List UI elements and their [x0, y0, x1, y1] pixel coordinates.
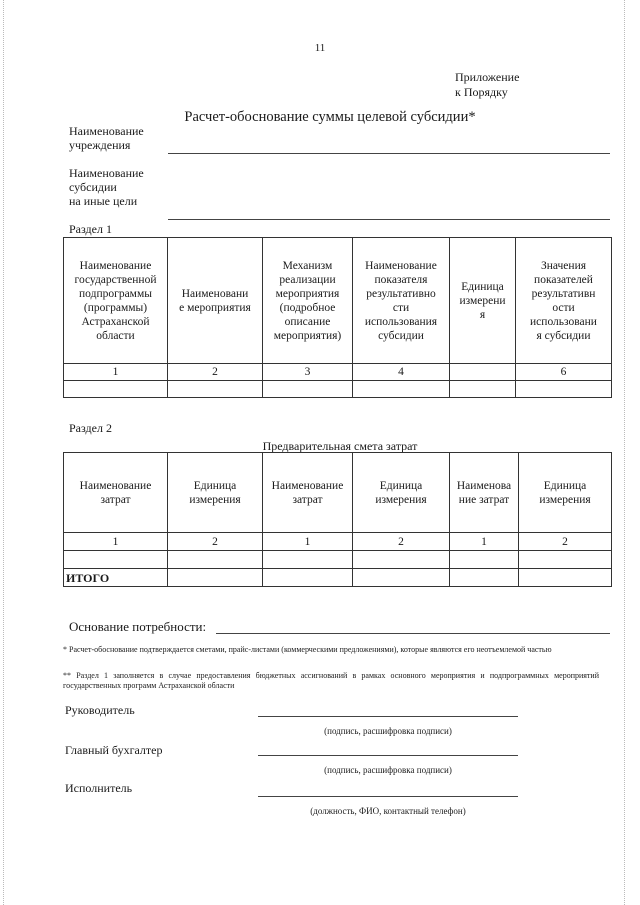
page-number: 11	[314, 42, 326, 54]
section1-label: Раздел 1	[69, 222, 112, 236]
s1-h4-l3: результативно	[366, 287, 436, 300]
s2-cell[interactable]	[263, 551, 353, 569]
s2-header-costs-3	[450, 453, 519, 533]
s2-header-unit-2	[353, 453, 450, 533]
head-signature-line[interactable]	[258, 716, 518, 717]
s1-h1-l4: (программы)	[83, 301, 148, 314]
s1-h3-l2: реализации	[279, 273, 336, 286]
s1-h6-l4: ости	[552, 301, 575, 314]
s1-cell[interactable]	[516, 381, 612, 398]
scan-edge-left	[3, 0, 4, 905]
subsidy-label-line-3: на иные цели	[69, 194, 138, 208]
s2-total-cell[interactable]	[168, 569, 263, 587]
s2-total-cell[interactable]	[263, 569, 353, 587]
s1-h5-l3: я	[479, 308, 486, 321]
s1-header-event	[168, 238, 263, 364]
total-label: ИТОГО	[64, 569, 168, 587]
subsidy-label-line-2: субсидии	[69, 180, 117, 194]
s1-h4-l2: показателя	[374, 273, 428, 286]
executor-signature-line[interactable]	[258, 796, 518, 797]
subsidy-field-line[interactable]	[168, 219, 610, 220]
s1-h6-l2: показателей	[534, 273, 593, 286]
s1-h6-l1: Значения	[540, 259, 587, 272]
s2-header-unit-3	[519, 453, 612, 533]
section2-header-row	[64, 453, 612, 533]
institution-label-line-1: Наименование	[69, 124, 144, 138]
section2-table	[63, 452, 612, 587]
s1-num-4: 4	[353, 364, 450, 381]
s1-h3-l5: описание	[284, 315, 331, 328]
chief-accountant-signature-caption: (подпись, расшифровка подписи)	[324, 765, 452, 775]
section2-empty-row	[64, 551, 612, 569]
section2-number-row	[64, 533, 612, 551]
s2-header-costs-2	[263, 453, 353, 533]
executor-label: Исполнитель	[65, 781, 133, 795]
section1-header-row	[64, 238, 612, 364]
s2-h3-l1: Наименование	[271, 479, 344, 492]
s1-h4-l1: Наименование	[365, 259, 437, 272]
s1-header-values	[516, 238, 612, 364]
s2-h2-l1: Единица	[193, 479, 237, 492]
s2-total-cell[interactable]	[353, 569, 450, 587]
s2-cell[interactable]	[450, 551, 519, 569]
s2-h2-l2: измерения	[189, 493, 241, 506]
s1-h4-l4: сти	[392, 301, 410, 314]
s2-total-cell[interactable]	[519, 569, 612, 587]
head-label: Руководитель	[65, 703, 135, 717]
s1-cell[interactable]	[168, 381, 263, 398]
s2-h6-l1: Единица	[543, 479, 587, 492]
s1-header-mechanism	[263, 238, 353, 364]
s1-h4-l5: использования	[364, 315, 438, 328]
s2-h4-l2: измерения	[375, 493, 427, 506]
appendix-note	[455, 70, 535, 100]
s2-num-1: 1	[64, 533, 168, 551]
s2-num-3: 1	[263, 533, 353, 551]
s2-cell[interactable]	[168, 551, 263, 569]
basis-label: Основание потребности:	[69, 619, 207, 634]
subsidy-label	[69, 166, 169, 208]
s1-header-program	[64, 238, 168, 364]
s1-cell[interactable]	[263, 381, 353, 398]
head-signature-caption: (подпись, расшифровка подписи)	[324, 726, 452, 736]
footnote-1: * Расчет-обоснование подтверждается сметами, прайс-листами (коммерческими предложениями), которые являются его неотъемлемой частью	[63, 645, 552, 654]
appendix-line-1: Приложение	[455, 70, 520, 84]
section1-empty-row	[64, 381, 612, 398]
s2-num-5: 1	[450, 533, 519, 551]
s1-h3-l3: мероприятия	[275, 287, 340, 300]
footnote-2: ** Раздел 1 заполняется в случае предоставления бюджетных ассигнований в рамках основного мероприятия и подпрограммных мероприятий государственных программ Астраханской области	[63, 671, 599, 690]
s1-h5-l2: измерени	[459, 294, 506, 307]
s2-header-costs-1	[64, 453, 168, 533]
s2-cell[interactable]	[64, 551, 168, 569]
s1-cell[interactable]	[450, 381, 516, 398]
s1-h1-l5: Астраханской	[81, 315, 150, 328]
s2-cell[interactable]	[353, 551, 450, 569]
s1-num-3: 3	[263, 364, 353, 381]
s1-num-2: 2	[168, 364, 263, 381]
s1-h1-l2: государственной	[74, 273, 157, 286]
s1-num-5	[450, 364, 516, 381]
institution-label-line-2: учреждения	[69, 138, 131, 152]
s1-num-6: 6	[516, 364, 612, 381]
subsidy-label-line-1: Наименование	[69, 166, 144, 180]
chief-accountant-label: Главный бухгалтер	[65, 743, 163, 757]
s2-h1-l1: Наименование	[79, 479, 152, 492]
s2-h6-l2: измерения	[539, 493, 591, 506]
section1-number-row	[64, 364, 612, 381]
s1-h3-l4: (подробное	[279, 301, 336, 314]
s2-h3-l2: затрат	[292, 493, 323, 506]
section2-total-row	[64, 569, 612, 587]
s1-num-1: 1	[64, 364, 168, 381]
s2-h1-l2: затрат	[100, 493, 131, 506]
s1-header-unit	[450, 238, 516, 364]
s2-h4-l1: Единица	[379, 479, 423, 492]
institution-label	[69, 124, 169, 152]
s2-h5-l2: ние затрат	[458, 493, 510, 506]
s2-cell[interactable]	[519, 551, 612, 569]
appendix-line-2: к Порядку	[455, 85, 508, 99]
s2-total-cell[interactable]	[450, 569, 519, 587]
s2-num-4: 2	[353, 533, 450, 551]
s1-h6-l3: результативн	[531, 287, 596, 300]
s1-h1-l3: подпрограммы	[79, 287, 152, 300]
s1-h1-l6: области	[96, 329, 135, 342]
s1-h6-l6: я субсидии	[536, 329, 591, 342]
executor-signature-caption: (должность, ФИО, контактный телефон)	[310, 806, 466, 816]
section2-label: Раздел 2	[69, 421, 112, 435]
s1-cell[interactable]	[353, 381, 450, 398]
section2-caption: Предварительная смета затрат	[262, 439, 418, 453]
s1-header-indicator	[353, 238, 450, 364]
s1-h5-l1: Единица	[461, 280, 504, 293]
s1-h2-l1: Наименовани	[181, 287, 249, 300]
s2-header-unit-1	[168, 453, 263, 533]
s1-h1-l1: Наименование	[79, 259, 152, 272]
s2-num-2: 2	[168, 533, 263, 551]
basis-field-line[interactable]	[216, 633, 610, 634]
s1-h4-l6: субсидии	[378, 329, 424, 342]
s1-cell[interactable]	[64, 381, 168, 398]
document-title: Расчет-обоснование суммы целевой субсидии*	[184, 109, 476, 125]
s2-h5-l1: Наименова	[456, 479, 512, 492]
chief-accountant-signature-line[interactable]	[258, 755, 518, 756]
section1-table	[63, 237, 612, 398]
institution-field-line[interactable]	[168, 153, 610, 154]
s1-h3-l6: мероприятия)	[273, 329, 342, 342]
s1-h6-l5: использовани	[530, 315, 597, 328]
s2-num-6: 2	[519, 533, 612, 551]
s1-h3-l1: Механизм	[282, 259, 333, 272]
s1-h2-l2: е мероприятия	[179, 301, 251, 314]
scan-edge-right	[624, 0, 625, 905]
